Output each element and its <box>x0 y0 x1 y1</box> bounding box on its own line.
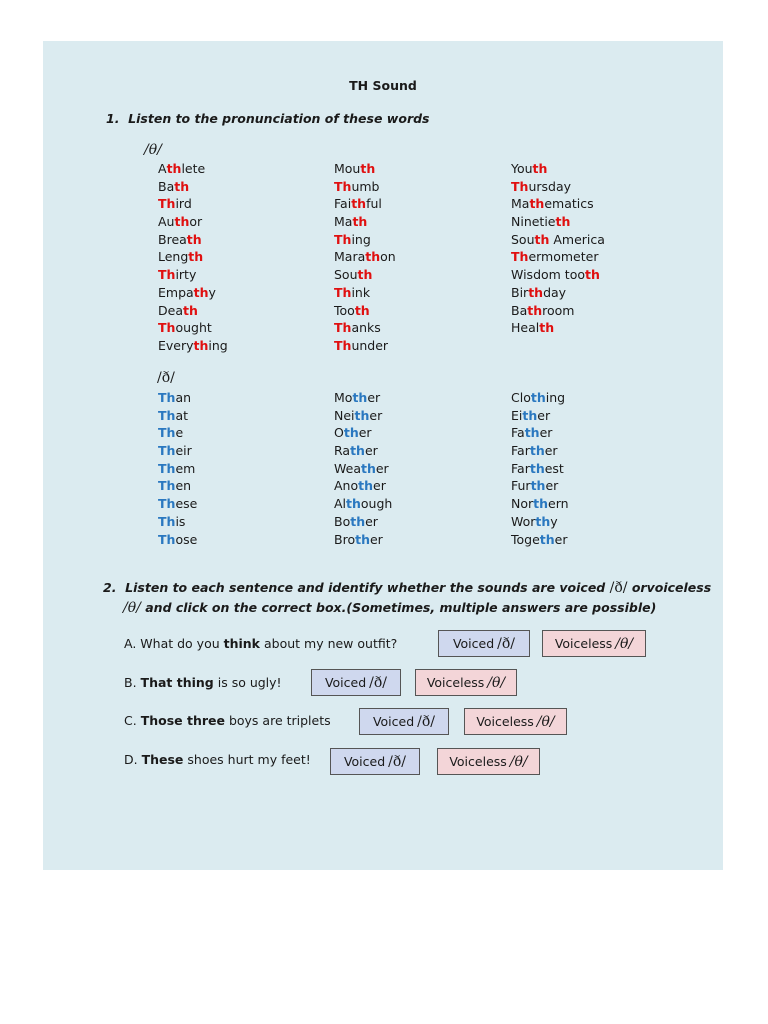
question-2-heading-line-1 <box>103 580 711 596</box>
word-item <box>158 495 197 513</box>
word-part: Ninetie <box>511 214 556 230</box>
word-part: ought <box>175 320 212 336</box>
page-title: TH Sound <box>349 78 417 93</box>
word-part: Wor <box>511 513 536 529</box>
word-part: lete <box>181 161 206 176</box>
word-item <box>511 195 605 213</box>
word-part: room <box>542 302 575 318</box>
voiced-symbol: /ð/ <box>497 635 516 652</box>
question-2-eth-symbol: /ð/ <box>609 580 628 596</box>
word-part: ose <box>175 531 198 547</box>
word-part: Au <box>158 214 175 230</box>
word-part: Leng <box>158 249 189 265</box>
sentence-text-post: shoes hurt my feet! <box>187 752 311 767</box>
th-highlight: th <box>186 231 202 247</box>
word-part: You <box>511 161 533 176</box>
word-part: er <box>539 425 553 441</box>
word-item <box>511 424 569 442</box>
word-part: Ba <box>158 178 175 194</box>
th-highlight: Th <box>334 231 352 247</box>
th-highlight: th <box>360 460 376 476</box>
word-part: Ba <box>511 302 528 318</box>
theta-column-3 <box>511 160 605 337</box>
word-part: Far <box>511 460 530 476</box>
word-part: ing <box>545 390 566 405</box>
eth-column-1 <box>158 389 197 548</box>
sentence-text-pre: What do you <box>140 636 220 651</box>
word-item <box>334 319 396 337</box>
th-highlight: Th <box>158 267 176 283</box>
word-part: or <box>189 214 203 230</box>
word-part: is <box>175 513 186 529</box>
th-highlight: th <box>529 196 545 212</box>
th-highlight: th <box>174 178 190 194</box>
th-highlight: Th <box>511 249 529 265</box>
word-part: irty <box>175 267 197 283</box>
word-item <box>511 477 569 495</box>
theta-column-1 <box>158 160 228 355</box>
word-item <box>511 284 605 302</box>
word-part: Ma <box>511 196 530 212</box>
sentence-text-post: boys are triplets <box>228 713 331 728</box>
word-part: Sou <box>511 231 535 247</box>
voiced-button-d[interactable] <box>330 748 420 775</box>
th-highlight: Th <box>158 478 176 494</box>
voiced-label: Voiced <box>343 754 386 769</box>
voiceless-label: Voiceless <box>476 714 534 729</box>
th-highlight: th <box>346 496 361 512</box>
voiceless-label: Voiceless <box>554 636 613 651</box>
th-highlight: th <box>535 513 551 529</box>
word-item <box>334 213 396 231</box>
th-highlight: th <box>522 407 538 423</box>
word-part: ing <box>208 337 228 353</box>
word-part: er <box>358 425 372 441</box>
word-item <box>334 231 396 249</box>
sentence-text-post: is so ugly! <box>217 675 282 690</box>
th-highlight: Th <box>158 496 176 512</box>
word-part: O <box>334 425 344 441</box>
sentence-d <box>124 752 311 767</box>
th-highlight: th <box>182 302 198 318</box>
word-part: on <box>380 249 396 265</box>
sentence-letter: C. <box>124 713 137 728</box>
word-part: ursday <box>528 178 572 194</box>
th-highlight: th <box>174 214 190 230</box>
theta-column-2 <box>334 160 396 355</box>
th-highlight: th <box>585 267 600 283</box>
word-item <box>334 178 396 196</box>
theta-symbol: /θ/ <box>144 142 162 158</box>
word-part: Bo <box>334 513 351 529</box>
word-item <box>511 160 605 178</box>
word-item <box>334 460 392 478</box>
th-highlight: th <box>533 496 549 512</box>
th-highlight: th <box>530 478 546 494</box>
th-highlight: th <box>354 407 370 423</box>
word-part: ird <box>175 196 192 212</box>
voiced-label: Voiced <box>452 636 495 651</box>
word-part: ematics <box>544 196 594 212</box>
word-part: ough <box>360 496 393 512</box>
word-item <box>158 442 197 460</box>
word-item <box>334 531 392 549</box>
question-2-text-tail: orvoiceless <box>631 580 712 595</box>
sentence-a <box>124 636 397 651</box>
th-highlight: th <box>358 478 373 494</box>
th-highlight: Th <box>158 531 176 547</box>
word-part: Wisdom too <box>511 267 585 283</box>
question-2-theta-symbol: /θ/ <box>123 600 141 616</box>
th-highlight: th <box>534 231 550 247</box>
word-part: Ano <box>334 478 359 494</box>
word-part: Fa <box>511 425 525 441</box>
word-part: ermometer <box>528 249 599 265</box>
word-part: er <box>369 531 383 547</box>
word-part: Clo <box>511 390 531 405</box>
word-item <box>511 495 569 513</box>
th-highlight: Th <box>511 178 529 194</box>
sentence-c <box>124 713 331 728</box>
word-part: er <box>365 513 378 529</box>
word-part: er <box>375 460 389 476</box>
th-highlight: Th <box>334 178 352 194</box>
word-part: y <box>550 513 558 529</box>
question-1-text: Listen to the pronunciation of these words <box>128 111 430 126</box>
sentence-letter: D. <box>124 752 138 767</box>
word-item <box>158 213 228 231</box>
th-highlight: th <box>166 161 182 176</box>
th-highlight: th <box>539 320 555 336</box>
th-highlight: Th <box>158 196 176 212</box>
word-part: Heal <box>511 320 540 336</box>
word-part: e <box>175 425 184 441</box>
word-part: an <box>175 390 192 405</box>
word-part: Bir <box>511 284 529 300</box>
word-item <box>511 442 569 460</box>
word-part: em <box>175 460 196 476</box>
th-highlight: th <box>188 249 204 265</box>
word-item <box>334 266 396 284</box>
word-part: Every <box>158 337 194 353</box>
word-item <box>158 195 228 213</box>
word-item <box>158 337 228 355</box>
question-2-text-2: and click on the correct box.(Sometimes, multiple answers are possible) <box>145 600 657 615</box>
word-part: Fur <box>511 478 531 494</box>
voiceless-symbol: /θ/ <box>509 753 528 770</box>
th-highlight: th <box>193 284 209 300</box>
word-item <box>511 389 569 407</box>
word-item <box>158 513 197 531</box>
word-item <box>334 160 396 178</box>
word-item <box>511 513 569 531</box>
word-part: ing <box>351 231 371 247</box>
word-item <box>511 213 605 231</box>
word-item <box>158 231 228 249</box>
word-part: ful <box>366 196 382 212</box>
th-highlight: th <box>352 390 368 405</box>
voiced-button-c[interactable] <box>359 708 449 735</box>
word-item <box>334 195 396 213</box>
word-item <box>334 442 392 460</box>
th-highlight: th <box>351 196 367 212</box>
word-part: er <box>554 531 568 547</box>
word-part: ink <box>351 284 371 300</box>
word-part: ern <box>548 496 569 512</box>
voiced-symbol: /ð/ <box>369 674 388 691</box>
word-item <box>334 495 392 513</box>
word-item <box>158 160 228 178</box>
word-part: Dea <box>158 302 183 318</box>
voiceless-button-a[interactable] <box>542 630 646 657</box>
question-2-text-1: Listen to each sentence and identify whether the sounds are voiced <box>125 580 606 595</box>
word-item <box>334 302 396 320</box>
word-part: est <box>544 460 564 476</box>
th-highlight: Th <box>158 320 176 336</box>
th-highlight: Th <box>158 460 176 476</box>
word-part: Mo <box>334 390 353 405</box>
word-item <box>511 302 605 320</box>
th-highlight: th <box>532 161 548 176</box>
word-part: at <box>175 407 188 423</box>
word-item <box>158 460 197 478</box>
word-part: Bro <box>334 531 356 547</box>
th-highlight: Th <box>158 513 176 529</box>
word-item <box>158 248 228 266</box>
question-2-heading-line-2 <box>123 600 656 616</box>
word-item <box>158 407 197 425</box>
word-item <box>334 389 392 407</box>
th-highlight: th <box>530 390 546 405</box>
word-part: er <box>544 443 558 459</box>
word-part: Mara <box>334 249 366 265</box>
word-part: Fai <box>334 196 352 212</box>
word-item <box>334 337 396 355</box>
word-part: A <box>158 161 167 176</box>
worksheet-page <box>43 41 723 870</box>
word-part: Far <box>511 443 530 459</box>
th-highlight: th <box>360 161 376 176</box>
th-highlight: th <box>352 214 368 230</box>
word-item <box>334 477 392 495</box>
word-item <box>511 407 569 425</box>
word-part: under <box>351 337 389 353</box>
sentence-letter: A. <box>124 636 137 651</box>
th-highlight: th <box>539 531 555 547</box>
th-highlight: th <box>529 443 545 459</box>
word-item <box>158 424 197 442</box>
th-highlight: th <box>350 443 365 459</box>
th-highlight: th <box>365 249 381 265</box>
th-highlight: th <box>528 284 544 300</box>
sentence-letter: B. <box>124 675 137 690</box>
voiced-symbol: /ð/ <box>388 753 407 770</box>
voiceless-symbol: /θ/ <box>615 635 634 652</box>
voiceless-label: Voiceless <box>426 675 485 690</box>
word-part: Ra <box>334 443 351 459</box>
word-item <box>158 266 228 284</box>
word-part: er <box>369 407 383 423</box>
word-part: Ma <box>334 214 353 230</box>
word-item <box>158 178 228 196</box>
voiced-symbol: /ð/ <box>417 713 436 730</box>
th-highlight: th <box>355 531 370 547</box>
word-item <box>334 407 392 425</box>
word-item <box>158 531 197 549</box>
word-part: Mou <box>334 161 361 176</box>
eth-symbol: /ð/ <box>157 370 175 386</box>
word-item <box>511 531 569 549</box>
word-part: er <box>545 478 559 494</box>
th-highlight: Th <box>158 443 176 459</box>
voiced-label: Voiced <box>372 714 415 729</box>
word-item <box>511 248 605 266</box>
word-item <box>158 477 197 495</box>
word-part: Nor <box>511 496 534 512</box>
question-2-number: 2. <box>103 580 117 595</box>
th-highlight: Th <box>158 407 176 423</box>
question-1-heading <box>106 111 430 126</box>
sentence-text-bold: These <box>141 752 184 767</box>
th-highlight: th <box>524 425 540 441</box>
th-highlight: Th <box>334 337 352 353</box>
voiced-button-a[interactable] <box>438 630 530 657</box>
voiceless-button-d[interactable] <box>437 748 540 775</box>
word-part: ese <box>175 496 198 512</box>
word-item <box>511 460 569 478</box>
sentence-text-bold: think <box>223 636 260 651</box>
eth-column-3 <box>511 389 569 548</box>
sentence-text-post: about my new outfit? <box>263 636 398 651</box>
word-part: Too <box>334 302 355 318</box>
word-part: Ei <box>511 407 523 423</box>
th-highlight: Th <box>334 284 352 300</box>
word-part: anks <box>351 320 381 336</box>
voiced-label: Voiced <box>324 675 367 690</box>
th-highlight: th <box>357 267 373 283</box>
word-part: eir <box>175 443 192 459</box>
word-part: America <box>549 231 605 247</box>
sentence-b <box>124 675 282 690</box>
th-highlight: th <box>350 513 366 529</box>
word-part: Wea <box>334 460 361 476</box>
th-highlight: th <box>193 337 209 353</box>
word-part: Sou <box>334 267 358 283</box>
voiceless-button-b[interactable] <box>415 669 517 696</box>
th-highlight: Th <box>158 390 176 405</box>
word-part: Toge <box>511 531 540 547</box>
word-item <box>158 284 228 302</box>
word-item <box>158 302 228 320</box>
th-highlight: Th <box>334 320 352 336</box>
voiceless-label: Voiceless <box>449 754 507 769</box>
eth-column-2 <box>334 389 392 548</box>
word-item <box>511 178 605 196</box>
word-part: Nei <box>334 407 355 423</box>
word-item <box>334 424 392 442</box>
word-part: umb <box>351 178 380 194</box>
question-1-number: 1. <box>106 111 120 126</box>
word-item <box>334 284 396 302</box>
voiced-button-b[interactable] <box>311 669 401 696</box>
word-item <box>334 248 396 266</box>
word-part: Al <box>334 496 347 512</box>
th-highlight: th <box>527 302 543 318</box>
word-part: er <box>537 407 551 423</box>
word-item <box>511 231 605 249</box>
voiceless-symbol: /θ/ <box>536 713 555 730</box>
th-highlight: Th <box>158 425 176 441</box>
voiceless-symbol: /θ/ <box>487 674 506 691</box>
word-item <box>511 319 605 337</box>
word-part: en <box>175 478 192 494</box>
word-part: er <box>364 443 378 459</box>
word-part: day <box>543 284 567 300</box>
word-part: Empa <box>158 284 194 300</box>
word-item <box>158 389 197 407</box>
word-part: y <box>208 284 216 300</box>
word-part: Brea <box>158 231 187 247</box>
th-highlight: th <box>343 425 359 441</box>
sentence-text-bold: Those three <box>140 713 225 728</box>
word-item <box>511 266 605 284</box>
word-part: er <box>367 390 381 405</box>
word-item <box>334 513 392 531</box>
sentence-text-bold: That thing <box>140 675 214 690</box>
th-highlight: th <box>354 302 370 318</box>
voiceless-button-c[interactable] <box>464 708 567 735</box>
word-item <box>158 319 228 337</box>
th-highlight: th <box>555 214 571 230</box>
word-part: er <box>373 478 386 494</box>
th-highlight: th <box>529 460 545 476</box>
